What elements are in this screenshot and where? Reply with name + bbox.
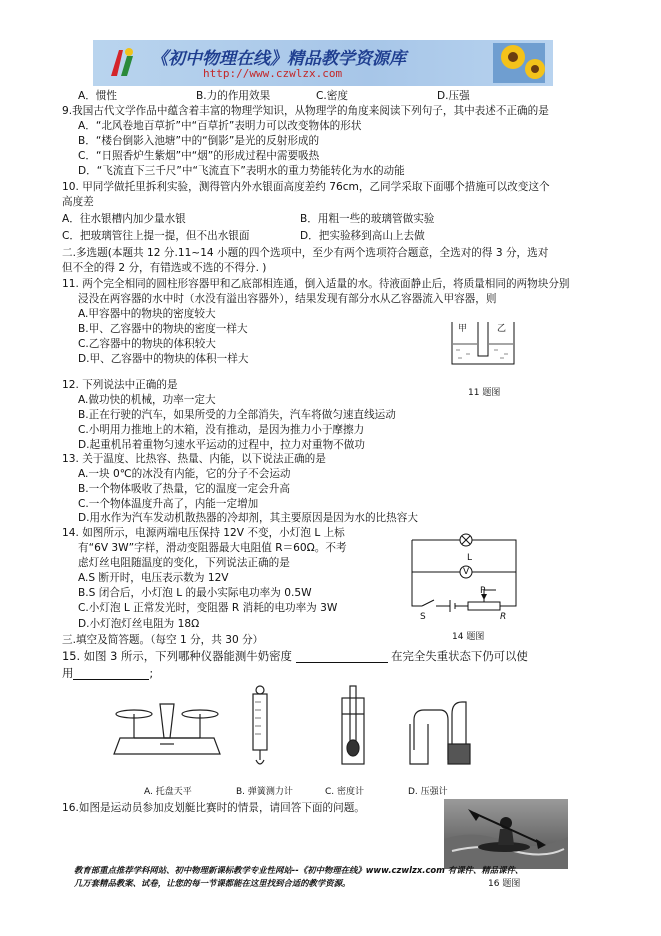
q12-option-b: B.正在行驶的汽车，如果所受的力全部消失，汽车将做匀速直线运动 <box>78 409 396 421</box>
header-banner <box>93 40 553 86</box>
q11-fig-label-jia: 甲 <box>458 324 468 334</box>
q15-blank-1[interactable] <box>296 662 388 663</box>
q13-stem: 13. 关于温度、比热容、热量、内能，以下说法正确的是 <box>62 453 326 465</box>
q11-fig-label-yi: 乙 <box>497 324 507 334</box>
site-logo-icon <box>107 46 137 80</box>
q8-option-a: A．惯性 <box>78 90 118 102</box>
section3-heading: 三.填空及简答题。（每空 1 分，共 30 分） <box>62 634 264 646</box>
q9-stem: 9.我国古代文学作品中蕴含着丰富的物理学知识，从物理学的角度来阅读下列句子，其中表述不正确的是 <box>62 105 549 117</box>
q8-option-b: B.力的作用效果 <box>196 90 271 102</box>
pressure-gauge-icon <box>410 702 470 764</box>
q12-option-c: C.小明用力推地上的木箱，没有推动，是因为推力小于摩擦力 <box>78 424 365 436</box>
q8-option-d: D.压强 <box>437 90 470 102</box>
q13-option-b: B.一个物体吸收了热量，它的温度一定会升高 <box>78 483 290 495</box>
q14-fig-label-r: R <box>500 612 507 622</box>
section2-heading-cont: 但不全的得 2 分，有错选或不选的不得分. ) <box>62 262 267 274</box>
footer-line-1: 教育部重点推荐学科网站、初中物理新课标教学专业性网站--《初中物理在线》www.czwlzx.com 有课件、精品课件、 <box>74 865 524 875</box>
section2-heading: 二.多选题(本题共 12 分.11~14 小题的四个选项中，至少有两个选项符合题意，全选对的得 3 分，选对 <box>62 247 549 259</box>
q10-stem: 10. 甲同学做托里拆利实验，测得管内外水银面高度差约 76cm，乙同学采取下面哪个措施可以改变这个 <box>62 181 550 193</box>
q15-caption-d: D. 压强计 <box>408 787 448 797</box>
q11-option-a: A.甲容器中的物块的密度较大 <box>78 308 216 320</box>
hydrometer-icon <box>342 686 364 764</box>
q14-option-a: A.S 断开时，电压表示数为 12V <box>78 572 229 584</box>
q11-option-c: C.乙容器中的物块的体积较大 <box>78 338 216 350</box>
q14-option-c: C.小灯泡 L 正常发光时，变阻器 R 消耗的电功率为 3W <box>78 602 338 614</box>
spring-scale-icon <box>253 686 267 764</box>
q14-option-b: B.S 闭合后，小灯泡 L 的最小实际电功率为 0.5W <box>78 587 312 599</box>
q8-option-c: C.密度 <box>316 90 348 102</box>
q11-option-d: D.甲、乙容器中的物块的体积一样大 <box>78 353 249 365</box>
q10-option-d: D．把实验移到高山上去做 <box>300 230 425 242</box>
instruments-figure <box>110 684 480 778</box>
q15-stem-cont <box>62 666 153 680</box>
q15-text-3: 用 <box>62 666 74 680</box>
q16-fig-caption: 16 题图 <box>488 879 521 889</box>
q14-stem: 14. 如图所示，电源两端电压保持 12V 不变，小灯泡 L 上标 <box>62 527 345 539</box>
banner-title: 《初中物理在线》精品教学资源库 <box>151 49 406 69</box>
banner-url: http://www.czwlzx.com <box>203 67 343 80</box>
q14-stem-cont1: 有“6V 3W”字样，滑动变阻器最大电阻值 R＝60Ω。不考 <box>78 542 347 554</box>
q13-option-a: A.一块 0℃的冰没有内能，它的分子不会运动 <box>78 468 291 480</box>
q14-fig-label-v: V <box>463 567 470 577</box>
q13-option-d: D.用水作为汽车发动机散热器的冷却剂，其主要原因是因为水的比热容大 <box>78 512 418 524</box>
q10-option-a: A．往水银槽内加少量水银 <box>62 213 186 225</box>
q10-option-b: B．用粗一些的玻璃管做实验 <box>300 213 435 225</box>
q14-option-d: D.小灯泡灯丝电阻为 18Ω <box>78 618 200 630</box>
q15-text-1: 15. 如图 3 所示，下列哪种仪器能测牛奶密度 <box>62 649 292 663</box>
q14-fig-label-l: L <box>467 553 473 563</box>
q16-stem: 16.如图是运动员参加皮划艇比赛时的情景，请回答下面的问题。 <box>62 802 365 814</box>
kayak-photo <box>444 799 568 869</box>
balance-icon <box>114 704 220 754</box>
q10-stem-cont: 高度差 <box>62 196 94 208</box>
q11-stem-cont: 浸没在两容器的水中时（水没有溢出容器外），结果发现有部分水从乙容器流入甲容器，则 <box>78 293 497 305</box>
q11-fig-caption: 11 题图 <box>468 388 501 398</box>
q14-stem-cont2: 虑灯丝电阻随温度的变化，下列说法正确的是 <box>78 557 290 569</box>
q12-option-a: A.做功快的机械，功率一定大 <box>78 394 216 406</box>
q12-stem: 12. 下列说法中正确的是 <box>62 379 178 391</box>
q14-fig-label-p: P <box>480 586 486 596</box>
q15-caption-b: B. 弹簧测力计 <box>236 787 293 797</box>
q15-caption-a: A. 托盘天平 <box>144 787 192 797</box>
q15-caption-c: C. 密度计 <box>325 787 365 797</box>
q15-blank-2[interactable] <box>73 679 149 680</box>
q9-option-b: B．“楼台倒影入池塘”中的“倒影”是光的反射形成的 <box>78 135 320 147</box>
q11-stem: 11. 两个完全相同的圆柱形容器甲和乙底部相连通，倒入适量的水。待液面静止后，将质量相同的两物块分别 <box>62 278 570 290</box>
q9-option-a: A．“北风卷地百草折”中“百草折”表明力可以改变物体的形状 <box>78 120 362 132</box>
q14-fig-label-s: S <box>420 612 426 622</box>
q9-option-d: D．“飞流直下三千尺”中“飞流直下”表明水的重力势能转化为水的动能 <box>78 165 405 177</box>
footer-line-2: 几万套精品教案、试卷，让您的每一节课都能在这里找到合适的教学资源。 <box>74 878 351 888</box>
q13-option-c: C.一个物体温度升高了，内能一定增加 <box>78 498 259 510</box>
sunflower-icon <box>493 43 545 83</box>
q15-stem <box>62 649 528 663</box>
q14-fig-caption: 14 题图 <box>452 632 485 642</box>
q9-option-c: C．“日照香炉生紫烟”中“烟”的形成过程中需要吸热 <box>78 150 320 162</box>
q11-option-b: B.甲、乙容器中的物块的密度一样大 <box>78 323 248 335</box>
q10-option-c: C．把玻璃管往上提一提，但不出水银面 <box>62 230 250 242</box>
q15-text-2: 在完全失重状态下仍可以使 <box>391 649 528 663</box>
q15-text-4: ; <box>149 666 154 680</box>
q12-option-d: D.起重机吊着重物匀速水平运动的过程中，拉力对重物不做功 <box>78 439 365 451</box>
